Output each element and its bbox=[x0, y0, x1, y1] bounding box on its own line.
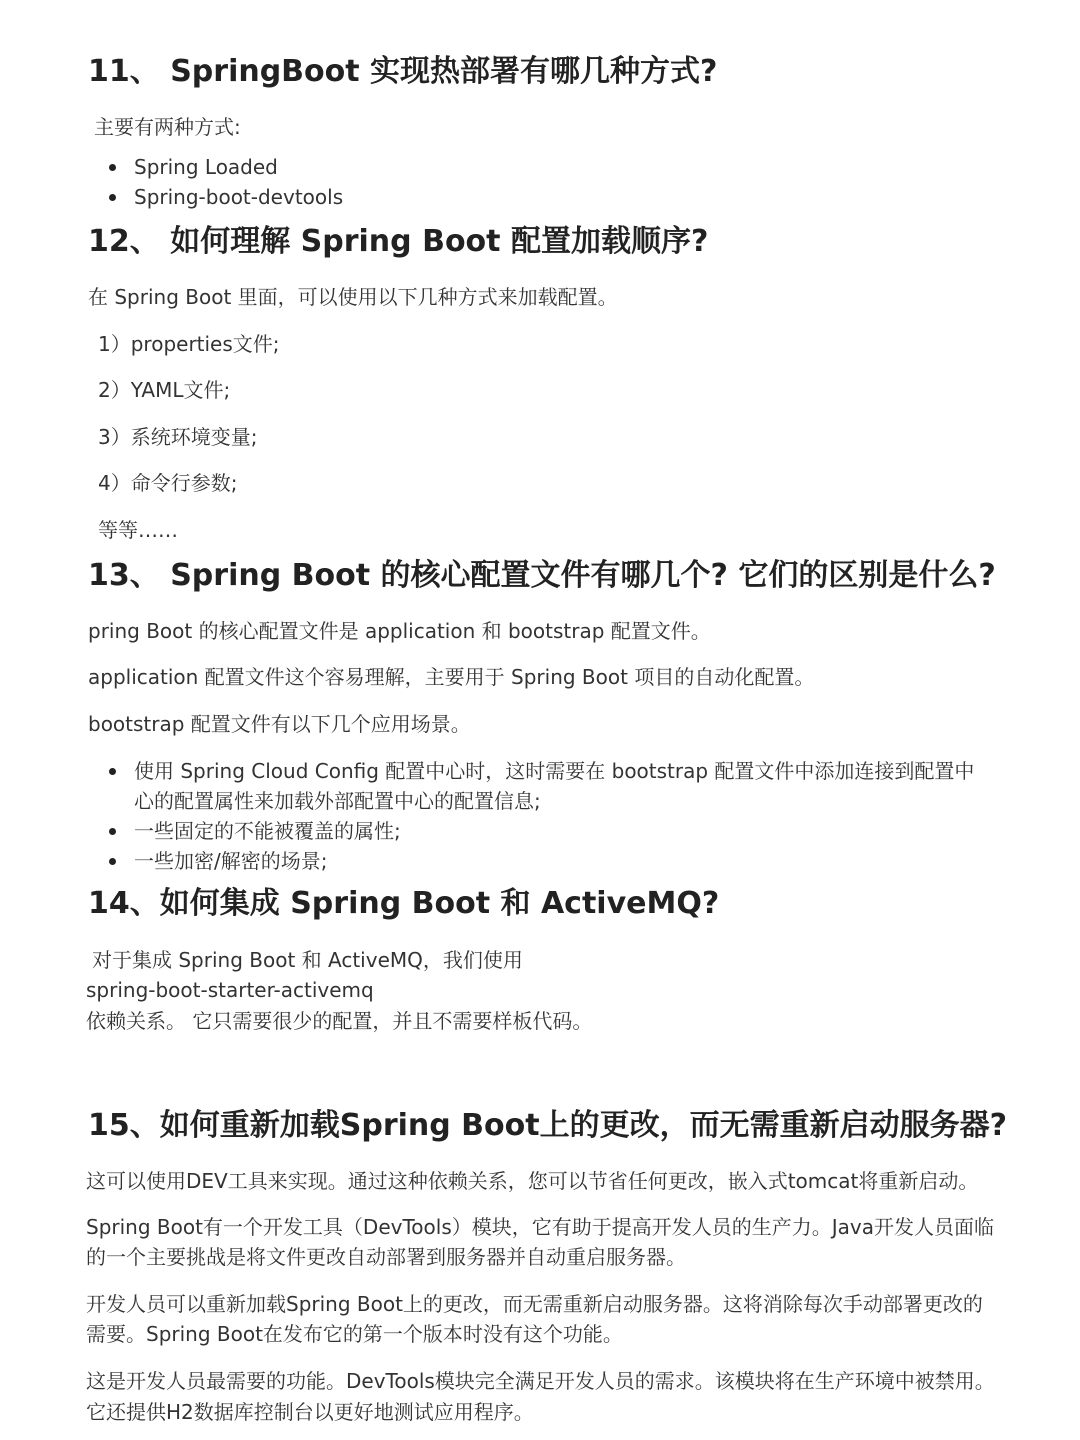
section-11-title: 11、 SpringBoot 实现热部署有哪几种方式? bbox=[88, 54, 718, 89]
section-15-paragraph-3-line-1: 开发人员可以重新加载Spring Boot上的更改，而无需重新启动服务器。这将消除每次手动部署更改的 bbox=[86, 1292, 983, 1316]
section-13-bullet-list bbox=[0, 756, 1080, 876]
list-item: 使用 Spring Cloud Config 配置中心时，这时需要在 bootstrap 配置文件中添加连接到配置中心的配置属性来加载外部配置中心的配置信息; bbox=[88, 756, 994, 816]
section-12-title: 12、 如何理解 Spring Boot 配置加载顺序? bbox=[88, 224, 709, 259]
section-12-item-2: 2）YAML文件; bbox=[98, 378, 231, 402]
list-item: 一些固定的不能被覆盖的属性; bbox=[88, 816, 1080, 846]
section-15-paragraph-1: 这可以使用DEV工具来实现。通过这种依赖关系，您可以节省任何更改，嵌入式tomcat将重新启动。 bbox=[86, 1169, 979, 1193]
list-item: 一些加密/解密的场景; bbox=[88, 846, 1080, 876]
section-13-title: 13、 Spring Boot 的核心配置文件有哪几个? 它们的区别是什么? bbox=[88, 558, 996, 593]
section-12-item-4: 4）命令行参数; bbox=[98, 471, 238, 495]
section-13-paragraph-1: pring Boot 的核心配置文件是 application 和 bootstrap 配置文件。 bbox=[88, 619, 711, 643]
section-12-outro: 等等…… bbox=[98, 518, 178, 542]
section-13-paragraph-3: bootstrap 配置文件有以下几个应用场景。 bbox=[88, 712, 471, 736]
section-12-item-1: 1）properties文件; bbox=[98, 332, 280, 356]
section-15-paragraph-2-line-1: Spring Boot有一个开发工具（DevTools）模块，它有助于提高开发人员的生产力。Java开发人员面临 bbox=[86, 1215, 994, 1239]
list-item: Spring-boot-devtools bbox=[88, 182, 1080, 212]
section-15-paragraph-2-line-2: 的一个主要挑战是将文件更改自动部署到服务器并自动重启服务器。 bbox=[86, 1245, 686, 1269]
section-14-line-2: spring-boot-starter-activemq bbox=[86, 978, 374, 1002]
section-15-paragraph-4-line-2: 它还提供H2数据库控制台以更好地测试应用程序。 bbox=[86, 1400, 534, 1424]
section-11-intro: 主要有两种方式: bbox=[94, 115, 241, 139]
section-15-title: 15、如何重新加载Spring Boot上的更改，而无需重新启动服务器? bbox=[88, 1108, 1008, 1143]
section-12-item-3: 3）系统环境变量; bbox=[98, 425, 258, 449]
section-13-paragraph-2: application 配置文件这个容易理解，主要用于 Spring Boot 项目的自动化配置。 bbox=[88, 665, 815, 689]
section-14-title: 14、如何集成 Spring Boot 和 ActiveMQ? bbox=[88, 886, 720, 921]
section-15-paragraph-3-line-2: 需要。Spring Boot在发布它的第一个版本时没有这个功能。 bbox=[86, 1322, 623, 1346]
section-14-line-3: 依赖关系。 它只需要很少的配置，并且不需要样板代码。 bbox=[86, 1009, 593, 1033]
section-12-intro: 在 Spring Boot 里面，可以使用以下几种方式来加载配置。 bbox=[88, 285, 618, 309]
section-14-line-1: 对于集成 Spring Boot 和 ActiveMQ，我们使用 bbox=[92, 948, 523, 972]
list-item: Spring Loaded bbox=[88, 152, 1080, 182]
section-15-paragraph-4-line-1: 这是开发人员最需要的功能。DevTools模块完全满足开发人员的需求。该模块将在生产环境中被禁用。 bbox=[86, 1369, 995, 1393]
section-11-bullet-list bbox=[0, 152, 1080, 212]
